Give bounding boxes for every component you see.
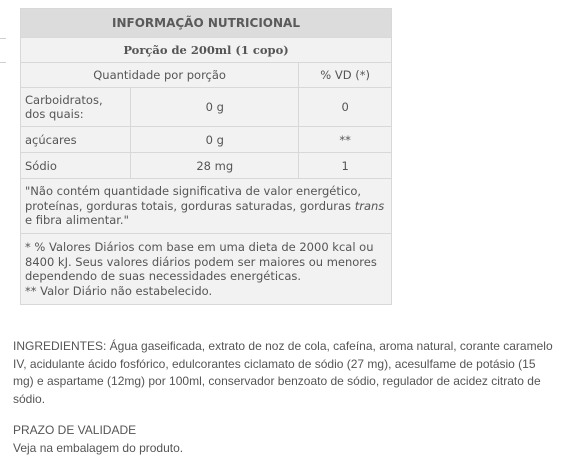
nutrition-title: INFORMAÇÃO NUTRICIONAL <box>21 9 392 38</box>
insignificant-note-text: "Não contém quantidade significativa de valor energético, proteínas, gorduras totais, gorduras saturadas, gorduras <box>25 184 362 213</box>
validity-text: Veja na embalagem do produto. <box>13 440 184 455</box>
validity-heading: PRAZO DE VALIDADE <box>13 423 137 437</box>
validity-section <box>13 422 553 457</box>
column-header-row <box>21 63 392 88</box>
nutrition-title-row <box>21 9 392 38</box>
insignificant-note-row <box>21 179 392 234</box>
nutrition-facts-table <box>20 8 392 305</box>
daily-values-text: * % Valores Diários com base em uma dieta de 2000 kcal ou 8400 kJ. Seus valores diários podem ser maiores ou menores dependendo de suas necessidades energéticas. <box>25 240 377 283</box>
nutrient-name: Carboidratos, dos quais: <box>21 88 131 127</box>
no-daily-value-text: ** Valor Diário não estabelecido. <box>25 283 213 298</box>
nutrient-name: açúcares <box>21 127 131 153</box>
nutrient-vd: ** <box>299 127 392 153</box>
insignificant-note-end: e fibra alimentar." <box>25 213 129 228</box>
insignificant-note-italic: trans <box>354 198 385 213</box>
nutrient-row <box>21 88 392 127</box>
portion-row <box>21 38 392 63</box>
page-edge-mark <box>0 62 6 63</box>
nutrient-row <box>21 153 392 179</box>
portion-size: Porção de 200ml (1 copo) <box>21 38 392 63</box>
insignificant-note <box>21 179 392 234</box>
daily-values-note <box>21 234 392 305</box>
nutrient-vd: 1 <box>299 153 392 179</box>
nutrient-amount: 28 mg <box>131 153 299 179</box>
nutrient-vd: 0 <box>299 88 392 127</box>
page-edge-mark <box>0 38 6 39</box>
nutrient-amount: 0 g <box>131 127 299 153</box>
ingredients-text: INGREDIENTES: Água gaseificada, extrato de noz de cola, cafeína, aroma natural, corante caramelo IV, acidulante ácido fosfórico, edulcorantes ciclamato de sódio (27 mg), acesulfame de potásio (15 mg) e aspartame (12mg) por 100ml, conservador benzoato de sódio, regulador de acidez citrato de sódio. <box>13 339 553 406</box>
vd-header: % VD (*) <box>299 63 392 88</box>
daily-values-note-row <box>21 234 392 305</box>
quantity-header: Quantidade por porção <box>21 63 299 88</box>
nutrient-row <box>21 127 392 153</box>
nutrient-name: Sódio <box>21 153 131 179</box>
nutrient-amount: 0 g <box>131 88 299 127</box>
